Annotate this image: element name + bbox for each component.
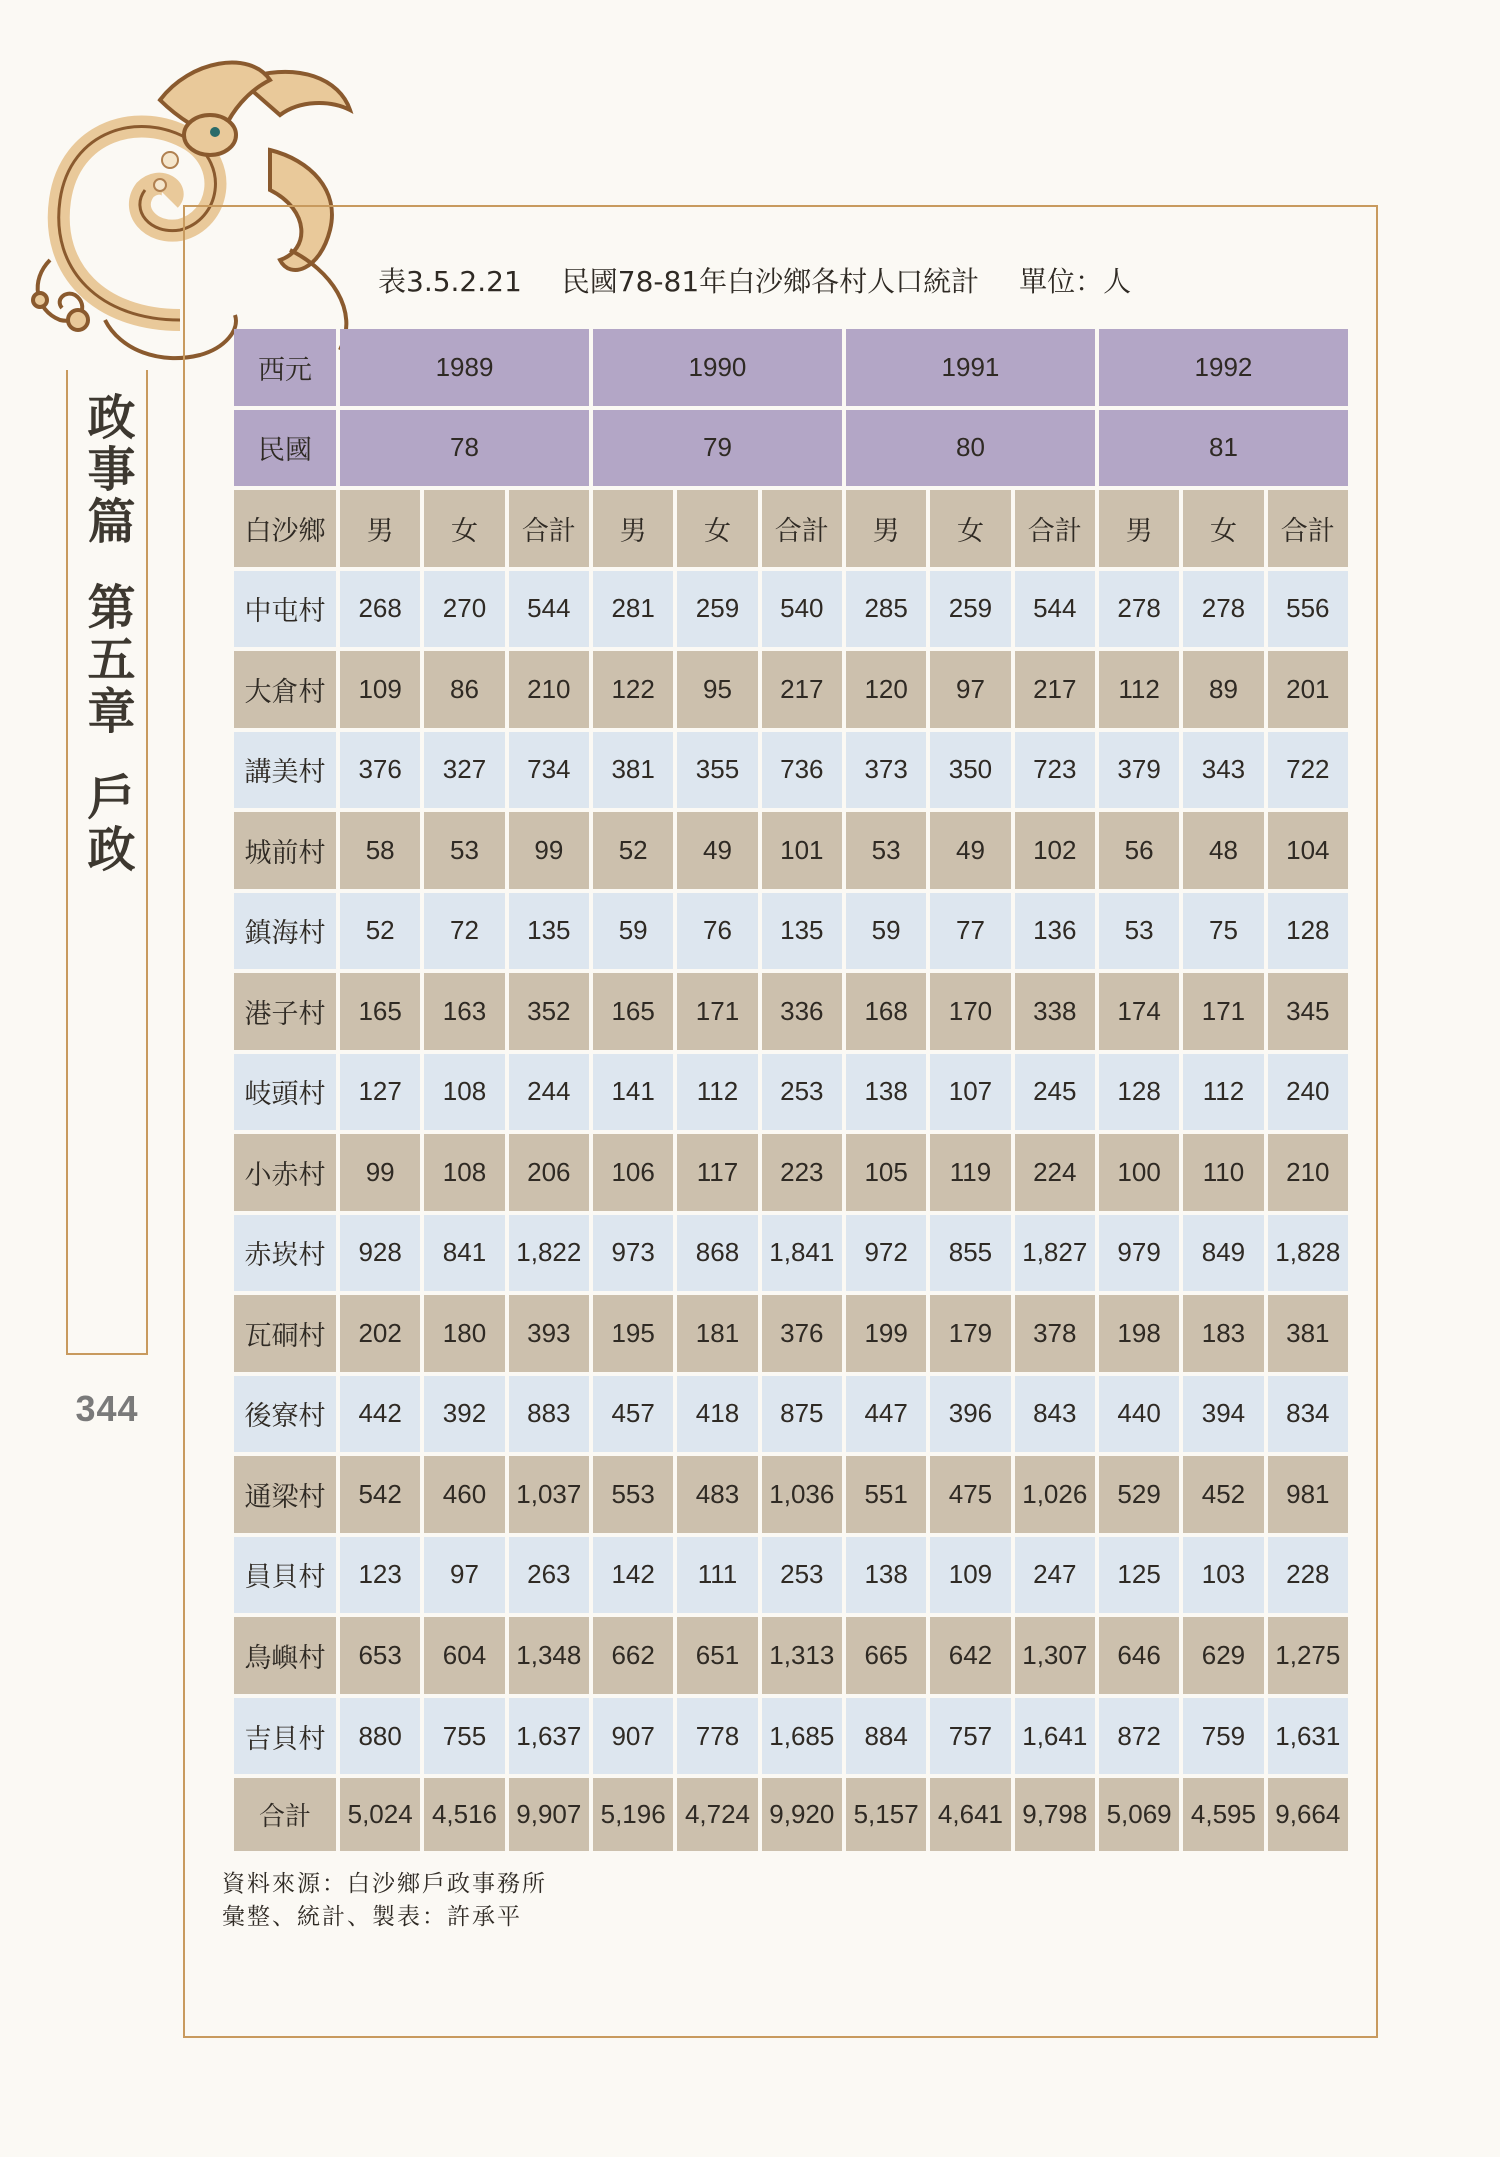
village-name: 赤崁村 [234,1215,336,1292]
population-cell: 183 [1183,1295,1263,1372]
population-cell: 108 [424,1134,504,1211]
population-cell: 210 [1268,1134,1348,1211]
population-cell: 52 [340,893,420,970]
population-cell: 723 [1015,732,1095,809]
table-id: 表3.5.2.21 [378,265,522,298]
male-header: 男 [593,490,673,567]
population-cell: 452 [1183,1456,1263,1533]
village-name: 小赤村 [234,1134,336,1211]
population-cell: 884 [846,1698,926,1775]
total-cell: 9,664 [1268,1778,1348,1851]
population-cell: 338 [1015,973,1095,1050]
population-cell: 662 [593,1617,673,1694]
population-cell: 972 [846,1215,926,1292]
population-cell: 86 [424,651,504,728]
population-cell: 109 [340,651,420,728]
population-cell: 268 [340,571,420,648]
population-cell: 165 [593,973,673,1050]
population-cell: 223 [762,1134,842,1211]
population-cell: 270 [424,571,504,648]
population-cell: 136 [1015,893,1095,970]
population-cell: 56 [1099,812,1179,889]
population-cell: 1,827 [1015,1215,1095,1292]
population-cell: 653 [340,1617,420,1694]
population-cell: 278 [1099,571,1179,648]
population-table [230,325,1352,1855]
total-cell: 9,920 [762,1778,842,1851]
total-cell: 5,196 [593,1778,673,1851]
population-cell: 1,828 [1268,1215,1348,1292]
population-cell: 457 [593,1376,673,1453]
population-cell: 247 [1015,1537,1095,1614]
header-western-label: 西元 [234,329,336,406]
table-title: 民國78-81年白沙鄉各村人口統計 [561,265,980,298]
total-header: 合計 [1268,490,1348,567]
population-cell: 343 [1183,732,1263,809]
table-row [234,571,1348,648]
population-cell: 109 [930,1537,1010,1614]
total-cell: 5,024 [340,1778,420,1851]
population-cell: 350 [930,732,1010,809]
population-cell: 253 [762,1537,842,1614]
population-cell: 112 [677,1054,757,1131]
population-cell: 180 [424,1295,504,1372]
population-cell: 734 [509,732,589,809]
population-cell: 907 [593,1698,673,1775]
population-cell: 875 [762,1376,842,1453]
population-cell: 355 [677,732,757,809]
population-cell: 392 [424,1376,504,1453]
population-cell: 475 [930,1456,1010,1533]
population-cell: 281 [593,571,673,648]
table-row [234,812,1348,889]
population-cell: 381 [1268,1295,1348,1372]
population-cell: 373 [846,732,926,809]
roc-year-row [234,410,1348,487]
population-cell: 376 [762,1295,842,1372]
table-notes [222,1868,547,1934]
total-row [234,1778,1348,1851]
total-cell: 4,641 [930,1778,1010,1851]
table-row [234,651,1348,728]
population-cell: 440 [1099,1376,1179,1453]
population-cell: 117 [677,1134,757,1211]
population-cell: 97 [424,1537,504,1614]
population-cell: 553 [593,1456,673,1533]
population-cell: 551 [846,1456,926,1533]
population-cell: 217 [762,651,842,728]
population-cell: 378 [1015,1295,1095,1372]
population-cell: 1,307 [1015,1617,1095,1694]
western-year-row [234,329,1348,406]
population-cell: 206 [509,1134,589,1211]
population-cell: 868 [677,1215,757,1292]
population-cell: 418 [677,1376,757,1453]
population-cell: 128 [1268,893,1348,970]
population-cell: 112 [1183,1054,1263,1131]
population-cell: 722 [1268,732,1348,809]
female-header: 女 [930,490,1010,567]
roc-year-header: 78 [340,410,589,487]
village-name: 瓦硐村 [234,1295,336,1372]
population-cell: 99 [509,812,589,889]
population-cell: 89 [1183,651,1263,728]
population-cell: 841 [424,1215,504,1292]
page-number: 344 [75,1388,139,1429]
total-header: 合計 [1015,490,1095,567]
population-cell: 1,822 [509,1215,589,1292]
year-header: 1991 [846,329,1095,406]
population-cell: 352 [509,973,589,1050]
population-cell: 379 [1099,732,1179,809]
population-cell: 52 [593,812,673,889]
population-cell: 394 [1183,1376,1263,1453]
population-cell: 102 [1015,812,1095,889]
population-cell: 228 [1268,1537,1348,1614]
population-cell: 1,631 [1268,1698,1348,1775]
population-cell: 872 [1099,1698,1179,1775]
population-cell: 629 [1183,1617,1263,1694]
population-cell: 483 [677,1456,757,1533]
table-row [234,893,1348,970]
village-name: 吉貝村 [234,1698,336,1775]
population-cell: 1,313 [762,1617,842,1694]
population-cell: 125 [1099,1537,1179,1614]
village-name: 鎮海村 [234,893,336,970]
roc-year-header: 81 [1099,410,1348,487]
table-row [234,1376,1348,1453]
total-cell: 4,724 [677,1778,757,1851]
population-cell: 1,026 [1015,1456,1095,1533]
population-cell: 396 [930,1376,1010,1453]
population-cell: 201 [1268,651,1348,728]
total-cell: 5,069 [1099,1778,1179,1851]
population-cell: 849 [1183,1215,1263,1292]
population-cell: 141 [593,1054,673,1131]
population-cell: 381 [593,732,673,809]
compiler-note: 彙整、統計、製表：許承平 [222,1904,522,1930]
population-cell: 651 [677,1617,757,1694]
table-row [234,1617,1348,1694]
table-row [234,1215,1348,1292]
population-cell: 48 [1183,812,1263,889]
table-unit: 單位：人 [1019,265,1132,298]
population-cell: 757 [930,1698,1010,1775]
population-cell: 979 [1099,1215,1179,1292]
population-cell: 327 [424,732,504,809]
population-cell: 442 [340,1376,420,1453]
village-name: 中屯村 [234,571,336,648]
population-cell: 106 [593,1134,673,1211]
population-cell: 104 [1268,812,1348,889]
total-label: 合計 [234,1778,336,1851]
total-cell: 5,157 [846,1778,926,1851]
population-cell: 244 [509,1054,589,1131]
population-cell: 376 [340,732,420,809]
population-cell: 53 [846,812,926,889]
population-cell: 646 [1099,1617,1179,1694]
population-cell: 253 [762,1054,842,1131]
table-row [234,732,1348,809]
table-row [234,973,1348,1050]
chapter-label: 第五章 [79,582,135,738]
population-cell: 142 [593,1537,673,1614]
village-name: 城前村 [234,812,336,889]
population-cell: 99 [340,1134,420,1211]
population-cell: 834 [1268,1376,1348,1453]
chapter-side-tab [66,370,148,1355]
population-cell: 127 [340,1054,420,1131]
population-cell: 843 [1015,1376,1095,1453]
total-cell: 4,516 [424,1778,504,1851]
male-header: 男 [846,490,926,567]
village-name: 大倉村 [234,651,336,728]
table-row [234,1134,1348,1211]
population-cell: 855 [930,1215,1010,1292]
population-cell: 285 [846,571,926,648]
population-cell: 245 [1015,1054,1095,1131]
population-cell: 171 [677,973,757,1050]
population-cell: 198 [1099,1295,1179,1372]
population-cell: 179 [930,1295,1010,1372]
population-cell: 119 [930,1134,1010,1211]
population-cell: 128 [1099,1054,1179,1131]
total-header: 合計 [509,490,589,567]
population-cell: 108 [424,1054,504,1131]
population-cell: 181 [677,1295,757,1372]
population-cell: 122 [593,651,673,728]
total-cell: 9,907 [509,1778,589,1851]
table-row [234,1698,1348,1775]
population-cell: 210 [509,651,589,728]
population-cell: 1,685 [762,1698,842,1775]
population-cell: 49 [930,812,1010,889]
population-cell: 259 [677,571,757,648]
population-cell: 72 [424,893,504,970]
population-cell: 135 [762,893,842,970]
population-cell: 168 [846,973,926,1050]
roc-year-header: 80 [846,410,1095,487]
population-cell: 981 [1268,1456,1348,1533]
village-name: 員貝村 [234,1537,336,1614]
table-caption [378,260,1131,300]
population-cell: 540 [762,571,842,648]
population-cell: 345 [1268,973,1348,1050]
population-cell: 120 [846,651,926,728]
population-cell: 95 [677,651,757,728]
population-cell: 75 [1183,893,1263,970]
population-cell: 59 [846,893,926,970]
village-name: 講美村 [234,732,336,809]
year-header: 1992 [1099,329,1348,406]
population-cell: 49 [677,812,757,889]
year-header: 1990 [593,329,842,406]
population-cell: 76 [677,893,757,970]
table-row [234,1537,1348,1614]
population-cell: 1,841 [762,1215,842,1292]
female-header: 女 [1183,490,1263,567]
village-name: 後寮村 [234,1376,336,1453]
roc-year-header: 79 [593,410,842,487]
village-name: 通梁村 [234,1456,336,1533]
population-cell: 736 [762,732,842,809]
population-cell: 110 [1183,1134,1263,1211]
population-cell: 138 [846,1054,926,1131]
table-row [234,1054,1348,1131]
male-header: 男 [1099,490,1179,567]
population-cell: 542 [340,1456,420,1533]
population-cell: 123 [340,1537,420,1614]
population-cell: 103 [1183,1537,1263,1614]
population-cell: 604 [424,1617,504,1694]
population-cell: 163 [424,973,504,1050]
population-cell: 460 [424,1456,504,1533]
population-cell: 107 [930,1054,1010,1131]
population-cell: 77 [930,893,1010,970]
population-cell: 195 [593,1295,673,1372]
population-cell: 642 [930,1617,1010,1694]
sub-header-row [234,490,1348,567]
total-cell: 4,595 [1183,1778,1263,1851]
population-cell: 928 [340,1215,420,1292]
population-cell: 778 [677,1698,757,1775]
population-cell: 135 [509,893,589,970]
population-cell: 100 [1099,1134,1179,1211]
population-cell: 171 [1183,973,1263,1050]
population-cell: 53 [1099,893,1179,970]
population-cell: 199 [846,1295,926,1372]
source-note: 資料來源：白沙鄉戶政事務所 [222,1871,547,1897]
population-cell: 336 [762,973,842,1050]
population-cell: 53 [424,812,504,889]
population-cell: 755 [424,1698,504,1775]
population-cell: 259 [930,571,1010,648]
population-cell: 59 [593,893,673,970]
population-cell: 174 [1099,973,1179,1050]
female-header: 女 [677,490,757,567]
population-cell: 544 [1015,571,1095,648]
population-cell: 240 [1268,1054,1348,1131]
population-cell: 665 [846,1617,926,1694]
population-cell: 97 [930,651,1010,728]
header-township-label: 白沙鄉 [234,490,336,567]
header-roc-label: 民國 [234,410,336,487]
village-name: 港子村 [234,973,336,1050]
population-cell: 973 [593,1215,673,1292]
population-cell: 112 [1099,651,1179,728]
village-name: 鳥嶼村 [234,1617,336,1694]
population-cell: 58 [340,812,420,889]
population-cell: 278 [1183,571,1263,648]
population-cell: 224 [1015,1134,1095,1211]
table-row [234,1295,1348,1372]
table-row [234,1456,1348,1533]
year-header: 1989 [340,329,589,406]
population-cell: 880 [340,1698,420,1775]
topic-label: 戶政 [79,772,135,876]
population-cell: 217 [1015,651,1095,728]
population-cell: 138 [846,1537,926,1614]
population-cell: 883 [509,1376,589,1453]
total-cell: 9,798 [1015,1778,1095,1851]
section-label: 政事篇 [79,392,135,548]
population-cell: 393 [509,1295,589,1372]
population-cell: 529 [1099,1456,1179,1533]
population-cell: 202 [340,1295,420,1372]
female-header: 女 [424,490,504,567]
population-cell: 1,036 [762,1456,842,1533]
male-header: 男 [340,490,420,567]
population-cell: 1,637 [509,1698,589,1775]
population-cell: 263 [509,1537,589,1614]
population-cell: 759 [1183,1698,1263,1775]
population-cell: 556 [1268,571,1348,648]
population-cell: 1,275 [1268,1617,1348,1694]
population-cell: 105 [846,1134,926,1211]
population-cell: 544 [509,571,589,648]
population-cell: 447 [846,1376,926,1453]
village-name: 岐頭村 [234,1054,336,1131]
total-header: 合計 [762,490,842,567]
population-cell: 170 [930,973,1010,1050]
population-cell: 1,641 [1015,1698,1095,1775]
population-cell: 111 [677,1537,757,1614]
population-cell: 101 [762,812,842,889]
population-cell: 1,037 [509,1456,589,1533]
population-cell: 1,348 [509,1617,589,1694]
population-cell: 165 [340,973,420,1050]
